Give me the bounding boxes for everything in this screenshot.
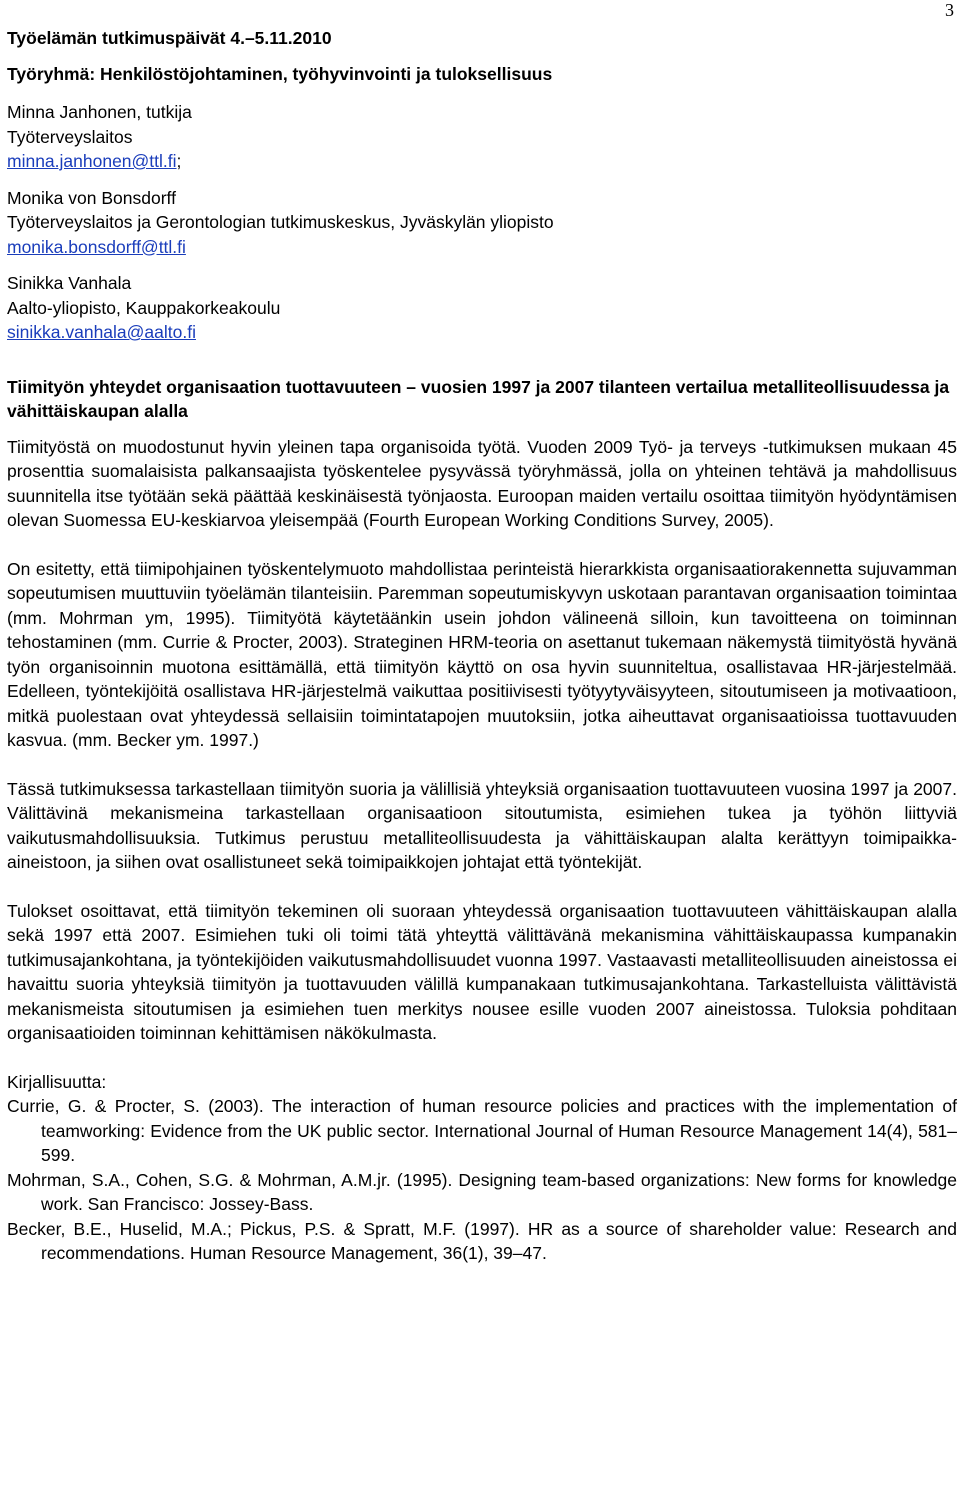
author-name: Monika von Bonsdorff [7, 187, 176, 208]
author-name: Sinikka Vanhala [7, 273, 132, 293]
workgroup-title: Työryhmä: Henkilöstöjohtaminen, työhyvinvointi ja tuloksellisuus [7, 64, 553, 84]
author-affiliation: Aalto-yliopisto, Kauppakorkeakoulu [7, 297, 281, 318]
author-email-link[interactable]: minna.janhonen@ttl.fi [7, 151, 177, 171]
page-number: 3 [945, 0, 954, 20]
author-email-link[interactable]: monika.bonsdorff@ttl.fi [7, 236, 186, 257]
author-block-2 [7, 186, 957, 260]
reference-item: Becker, B.E., Huselid, M.A.; Pickus, P.S. & Spratt, M.F. (1997). HR as a source of shareholder value: Research and recommendations. Human Resource Management, 36(1), 39–47. [7, 1218, 957, 1263]
document-body [7, 26, 957, 1266]
reference-item: Mohrman, S.A., Cohen, S.G. & Mohrman, A.M.jr. (1995). Designing team-based organizations: New forms for knowledge work. San Francisco: Jossey-Bass. [7, 1169, 957, 1214]
event-title: Työelämän tutkimuspäivät 4.–5.11.2010 [7, 28, 332, 48]
body-paragraph-4: Tulokset osoittavat, että tiimityön tekeminen oli suoraan yhteydessä organisaation tuottavuuteen vähittäiskaupan alalla sekä 1997 että 2007. Esimiehen tuki oli toimi tätä yhteyttä välittävänä mekanismina vähittäiskaupassa kumpanakin tutkimusajankohtana, ja työntekijöiden vaikutusmahdollisuudet vuonna 1997. Vastaavasti metalliteollisuuden aineistossa ei havaittu suoria yhteyksiä tiimityön ja tuottavuuden välillä kumpanakaan tutkimusajankohtana. Tarkastelluista välittävistä mekanismeista sitoutumisen ja esimiehen tuen merkitys nousee esille vuoden 2007 aineistossa. Tuloksia pohditaan organisaatioiden toiminnan kehittämisen näkökulmasta. [7, 900, 957, 1043]
email-separator: ; [176, 151, 182, 171]
body-paragraph-1: Tiimityöstä on muodostunut hyvin yleinen tapa organisoida työtä. Vuoden 2009 Työ- ja terveys -tutkimuksen mukaan 45 prosenttia suomalaisista palkansaajista työskentelee pysyvässä työryhmässä, jolla on yhteinen tehtävä ja mahdollisuus suunnitella itse työtään sekä päättää keskinäisestä työnjaosta. Euroopan maiden vertailu osoittaa tiimityön hyödyntämisen olevan Suomessa EU-keskiarvoa yleisempää (Fourth European Working Conditions Survey, 2005). [7, 436, 957, 530]
body-paragraph-2: On esitetty, että tiimipohjainen työskentelymuoto mahdollistaa perinteistä hierarkkista organisaatiorakennetta sujuvamman sopeutumisen muuttuviin työelämän tilanteisiin. Paremman sopeutumiskyvyn uskotaan parantavan organisaation toimintaa (mm. Mohrman ym, 1995). Tiimityötä käytetäänkin usein johdon välineenä silloin, kun tavoitteena on toiminnan tehostaminen (mm. Currie & Procter, 2003). Strateginen HRM-teoria on asettanut tukemaan näkemystä tiimityöstä hyvänä työn organisoinnin muotona esittämällä, että tiimityön käyttö on osa hyvin suunniteltua, osallistavaa HR-järjestelmää. Edelleen, työntekijöitä osallistava HR-järjestelmä vaikuttaa positiivisesti työtyytyväisyyteen, sitoutumiseen ja motivaatioon, mitkä puolestaan ovat yhteydessä sellaisiin toimintatapojen muutoksiin, jotka aiheuttavat organisaatioissa tuottavuuden kasvua. (mm. Becker ym. 1997.) [7, 558, 957, 750]
author-affiliation: Työterveyslaitos [7, 126, 133, 147]
author-name: Minna Janhonen, tutkija [7, 102, 192, 122]
author-affiliation: Työterveyslaitos ja Gerontologian tutkimuskeskus, Jyväskylän yliopisto [7, 212, 554, 232]
article-title: Tiimityön yhteydet organisaation tuottavuuteen – vuosien 1997 ja 2007 tilanteen vertailua metalliteollisuudessa ja vähittäiskaupan alalla [7, 376, 950, 421]
references-heading: Kirjallisuutta: [7, 1071, 107, 1092]
author-email-link[interactable]: sinikka.vanhala@aalto.fi [7, 322, 196, 342]
author-email-line [7, 235, 957, 260]
author-block-1 [7, 100, 957, 174]
author-email-line [7, 149, 957, 174]
body-paragraph-3: Tässä tutkimuksessa tarkastellaan tiimityön suoria ja välillisiä yhteyksiä organisaation tuottavuuteen vuosina 1997 ja 2007. Välittävinä mekanismeina tarkastellaan organisaatioon sitoutumista, esimiehen tukea ja työhön liittyviä vaikutusmahdollisuuksia. Tutkimus perustuu metalliteollisuudesta ja vähittäiskaupan alalta kerättyyn toimipaikka-aineistoon, ja siihen ovat osallistuneet sekä toimipaikkojen johtajat että työntekijät. [7, 778, 957, 872]
reference-item: Currie, G. & Procter, S. (2003). The interaction of human resource policies and practices with the implementation of teamworking: Evidence from the UK public sector. International Journal of Human Resource Management 14(4), 581–599. [7, 1096, 957, 1165]
author-block-3 [7, 271, 957, 345]
author-email-line [7, 320, 957, 345]
